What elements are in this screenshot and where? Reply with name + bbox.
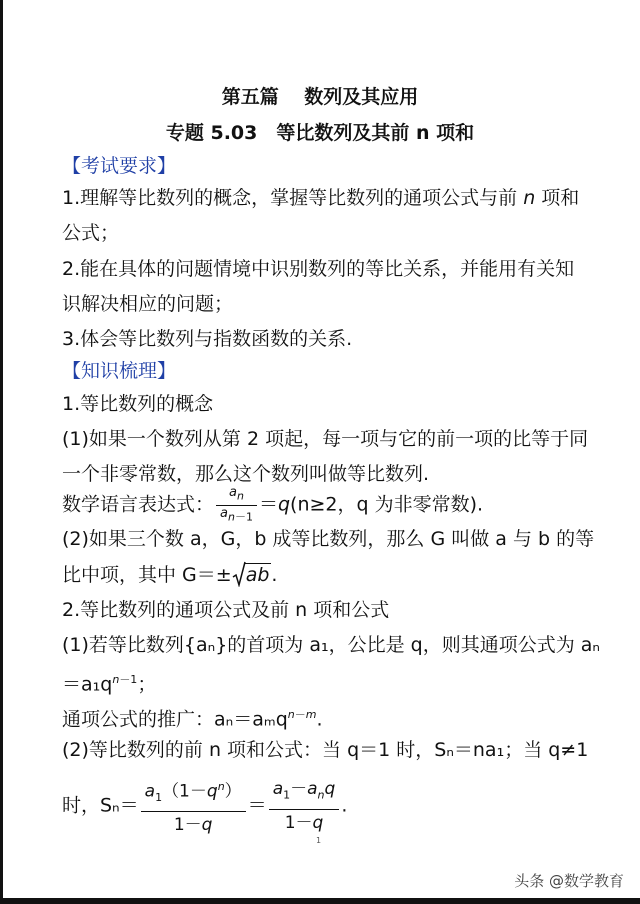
requirement-line-1: 1.理解等比数列的概念，掌握等比数列的通项公式与前 n 项和 — [62, 187, 580, 209]
chapter-title: 第五篇 数列及其应用 — [221, 86, 419, 108]
requirement-line-2: 公式； — [62, 222, 120, 244]
topic-title: 专题 5.03 等比数列及其前 n 项和 — [165, 122, 475, 144]
section-tag-requirements: 【考试要求】 — [62, 155, 177, 177]
knowledge-line-1: (1)如果一个数列从第 2 项起，每一项与它的前一项的比等于同 — [62, 428, 589, 450]
requirement-line-4: 识解决相应的问题； — [62, 293, 234, 315]
page-bottom-border — [0, 898, 640, 904]
sum-fraction-2: $\frac{a_1-a_nq}{1-q}$ — [269, 777, 340, 834]
knowledge-line-6: $=a_1q^{n-1}$； — [62, 673, 157, 696]
ratio-expression: 数学语言表达式： $\frac{a_n}{a_{n-1}}$ ＝q(n≥2，q 为非零常数). — [62, 485, 484, 524]
knowledge-heading-1: 1.等比数列的概念 — [62, 393, 214, 415]
knowledge-line-4: (2)如果三个数 a，G，b 成等比数列，那么 G 叫做 a 与 b 的等 — [62, 528, 595, 550]
ratio-fraction: $\frac{a_n}{a_{n-1}}$ — [216, 486, 257, 524]
sqrt-ab: ab — [232, 563, 272, 587]
knowledge-heading-2: 2.等比数列的通项公式及前 n 项和公式 — [62, 599, 390, 621]
sum-formula: 时，Sₙ＝ $\frac{a_1(1-q^n)}{1-q}$ ＝ $\frac{a_1-a_nq}{1-q}$ . — [62, 775, 347, 837]
sum-fraction-1: $\frac{a_1(1-q^n)}{1-q}$ — [141, 775, 246, 837]
knowledge-line-8: (2)等比数列的前 n 项和公式：当 q＝1 时，Sₙ＝na₁；当 q≠1 — [62, 739, 589, 761]
watermark: 头条 @数学教育 — [514, 872, 624, 890]
knowledge-line-2: 一个非零常数，那么这个数列叫做等比数列. — [62, 463, 430, 485]
knowledge-line-7: 通项公式的推广：aₙ＝aₘq$^{n-m}$. — [62, 708, 323, 731]
page-number: 1 — [316, 836, 322, 845]
geometric-mean-line: 比中项，其中 G＝± ab . — [62, 564, 278, 586]
section-tag-knowledge: 【知识梳理】 — [62, 360, 177, 382]
knowledge-line-5: (1)若等比数列{aₙ}的首项为 a₁，公比是 q，则其通项公式为 aₙ — [62, 634, 600, 656]
requirement-line-3: 2.能在具体的问题情境中识别数列的等比关系，并能用有关知 — [62, 258, 575, 280]
requirement-line-5: 3.体会等比数列与指数函数的关系. — [62, 328, 353, 350]
